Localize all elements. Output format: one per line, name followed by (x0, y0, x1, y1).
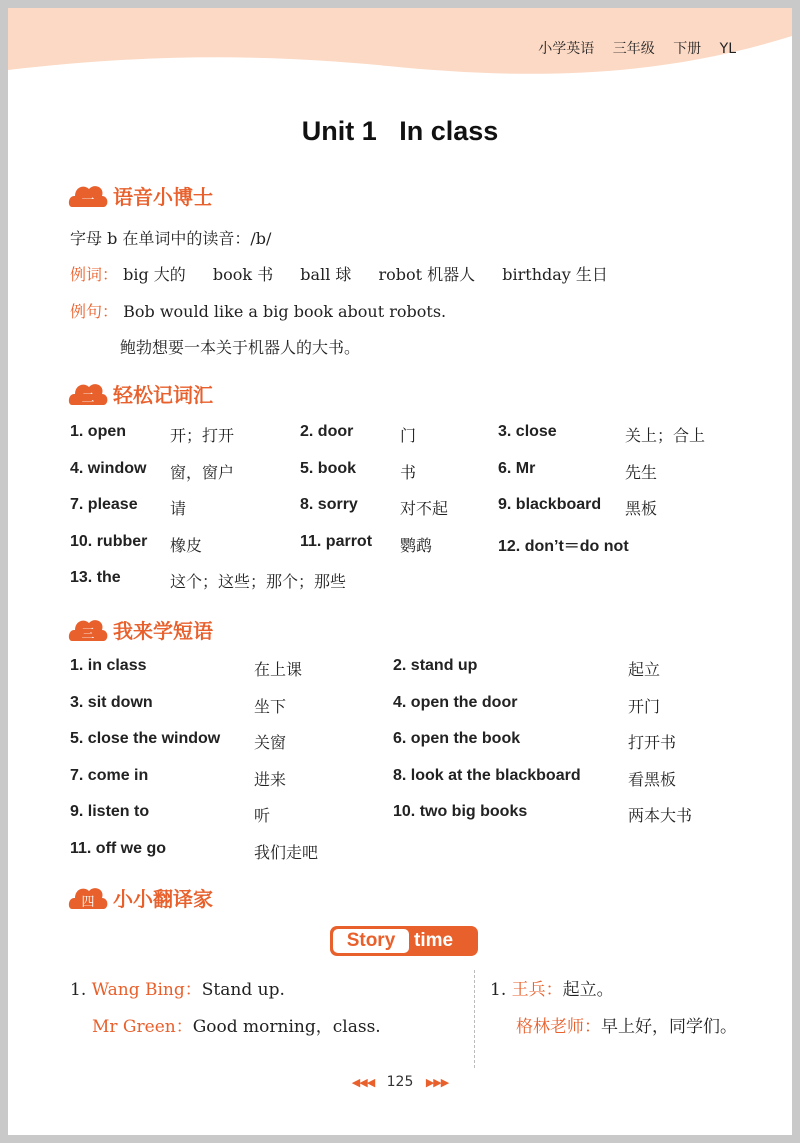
vocab-word: 2. door (300, 423, 354, 440)
phonics-rule: 字母 b 在单词中的读音：/b/ (70, 229, 272, 248)
vocab-word: 4. window (70, 459, 147, 477)
vocab-meaning: 开；打开 (170, 426, 235, 445)
page (8, 8, 792, 1135)
vocab-row (70, 569, 770, 593)
vocab-meaning: 黑板 (625, 499, 658, 518)
vocab-word: 1. open (70, 423, 127, 440)
vocab-word: 5. book (300, 459, 357, 477)
vocab-word: 12. don’t＝do not (498, 537, 629, 555)
vocab-meaning: 窗，窗户 (170, 462, 235, 482)
phrase-chinese: 关窗 (254, 733, 287, 752)
example-word: big 大的 (123, 265, 186, 284)
vocab-row (70, 496, 770, 520)
vocab-meaning: 橡皮 (170, 535, 203, 555)
vocab-word: 3. close (498, 423, 557, 440)
vocab-word: 13. the (70, 569, 121, 586)
phrase-chinese: 坐下 (254, 696, 287, 716)
phrase-chinese: 起立 (628, 660, 661, 679)
vocab-word: 6. Mr (498, 459, 536, 477)
phrase-english: 9. listen to (70, 803, 150, 820)
example-sentence-translation: 鲍勃想要一本关于机器人的大书。 (120, 338, 361, 357)
dialog-number: 1. (490, 980, 507, 1000)
dialog-number: 1. (70, 980, 87, 1000)
phrase-english: 10. two big books (393, 803, 528, 820)
svg-text:二: 二 (81, 391, 95, 406)
dialog-speaker: 格林老师： (516, 1017, 601, 1037)
vocab-word: 10. rubber (70, 532, 148, 550)
example-word: ball 球 (300, 265, 352, 284)
phrase-english: 5. close the window (70, 730, 221, 747)
example-sentence-label: 例句： (70, 302, 119, 321)
header-grade: 三年级 (612, 41, 655, 57)
dialog-text: Stand up. (201, 980, 285, 1000)
phrase-chinese: 看黑板 (628, 769, 677, 789)
dialog-text: 起立。 (562, 980, 614, 1000)
phrase-row (70, 840, 770, 864)
phrase-chinese: 打开书 (628, 733, 677, 752)
dialog-line (92, 1012, 381, 1037)
svg-text:三: 三 (81, 627, 95, 642)
phrase-row (70, 803, 770, 827)
section-title: 语音小博士 (113, 184, 213, 209)
vocab-word: 11. parrot (300, 532, 373, 550)
phrase-chinese: 进来 (254, 769, 287, 789)
vocab-row (70, 533, 770, 557)
header-volume: 下册 (673, 41, 702, 57)
phrase-chinese: 两本大书 (628, 806, 693, 825)
example-word: book 书 (212, 265, 274, 284)
vocab-meaning: 对不起 (400, 499, 449, 518)
cloud-badge-icon (68, 181, 108, 209)
header-edition: YL (719, 41, 736, 57)
svg-text:一: 一 (81, 193, 95, 208)
example-words-label: 例词： (70, 265, 119, 284)
time-label: time (414, 930, 454, 951)
header-meta (524, 38, 736, 58)
phrase-english: 7. come in (70, 766, 149, 784)
vocab-meaning: 门 (400, 426, 417, 445)
vocab-meaning: 鹦鹉 (400, 535, 433, 555)
phrase-chinese: 开门 (628, 696, 661, 716)
header-subject: 小学英语 (538, 41, 595, 57)
page-footer (8, 1074, 792, 1090)
dialog-speaker: Mr Green： (92, 1017, 193, 1037)
svg-text:四: 四 (81, 895, 95, 910)
dialog-text: Good morning，class. (192, 1017, 381, 1037)
section-translation-header (68, 882, 213, 912)
phrase-english: 3. sit down (70, 693, 153, 711)
left-arrows-icon: ◀◀◀ (351, 1076, 375, 1089)
section-title: 我来学短语 (113, 618, 213, 643)
page-number: 125 (386, 1074, 414, 1090)
vocab-word: 7. please (70, 496, 138, 513)
cloud-badge-icon (68, 379, 108, 407)
section-title: 轻松记词汇 (113, 382, 213, 407)
phrase-row (70, 657, 770, 681)
unit-title: Unit 1 In class (301, 116, 499, 146)
phrase-english: 11. off we go (70, 839, 167, 857)
vocab-meaning: 书 (400, 462, 417, 482)
vocab-meaning: 这个；这些；那个；那些 (170, 572, 347, 591)
dialog-speaker: 王兵： (511, 980, 563, 1000)
right-arrows-icon: ▶▶▶ (425, 1076, 449, 1089)
dialog-speaker: Wang Bing： (91, 980, 202, 1000)
phrase-row (70, 694, 770, 718)
section-phrases-header (68, 614, 213, 644)
phrase-english: 6. open the book (393, 730, 521, 747)
dialog-line (516, 1012, 737, 1037)
column-divider (474, 970, 475, 1068)
vocab-meaning: 请 (170, 499, 187, 518)
vocab-row (70, 423, 770, 447)
vocab-word: 9. blackboard (498, 496, 602, 513)
dialog-line (490, 975, 614, 1000)
vocab-meaning: 关上；合上 (625, 426, 706, 445)
dialog-line (70, 975, 285, 1000)
phrase-chinese: 听 (254, 806, 271, 825)
story-label: Story (333, 929, 409, 953)
example-sentence-text: Bob would like a big book about robots. (123, 302, 447, 321)
cloud-badge-icon (68, 883, 108, 911)
phrase-english: 4. open the door (393, 693, 518, 711)
phrase-row (70, 730, 770, 754)
dialog-text: 早上好，同学们。 (601, 1017, 737, 1037)
example-word: birthday 生日 (502, 265, 608, 284)
phrase-english: 8. look at the blackboard (393, 766, 581, 784)
phrase-chinese: 在上课 (254, 660, 303, 679)
vocab-meaning: 先生 (625, 462, 658, 482)
phrase-english: 2. stand up (393, 657, 478, 674)
phrase-english: 1. in class (70, 657, 147, 674)
example-words (70, 262, 630, 285)
story-time-badge (330, 926, 478, 956)
example-sentence (70, 299, 446, 322)
vocab-row (70, 460, 770, 484)
section-title: 小小翻译家 (113, 886, 213, 911)
section-phonics-header (68, 180, 213, 210)
example-word: robot 机器人 (378, 265, 476, 284)
section-vocabulary-header (68, 378, 213, 408)
phrase-row (70, 767, 770, 791)
vocab-word: 8. sorry (300, 496, 358, 513)
phrase-chinese: 我们走吧 (254, 842, 319, 862)
cloud-badge-icon (68, 615, 108, 643)
